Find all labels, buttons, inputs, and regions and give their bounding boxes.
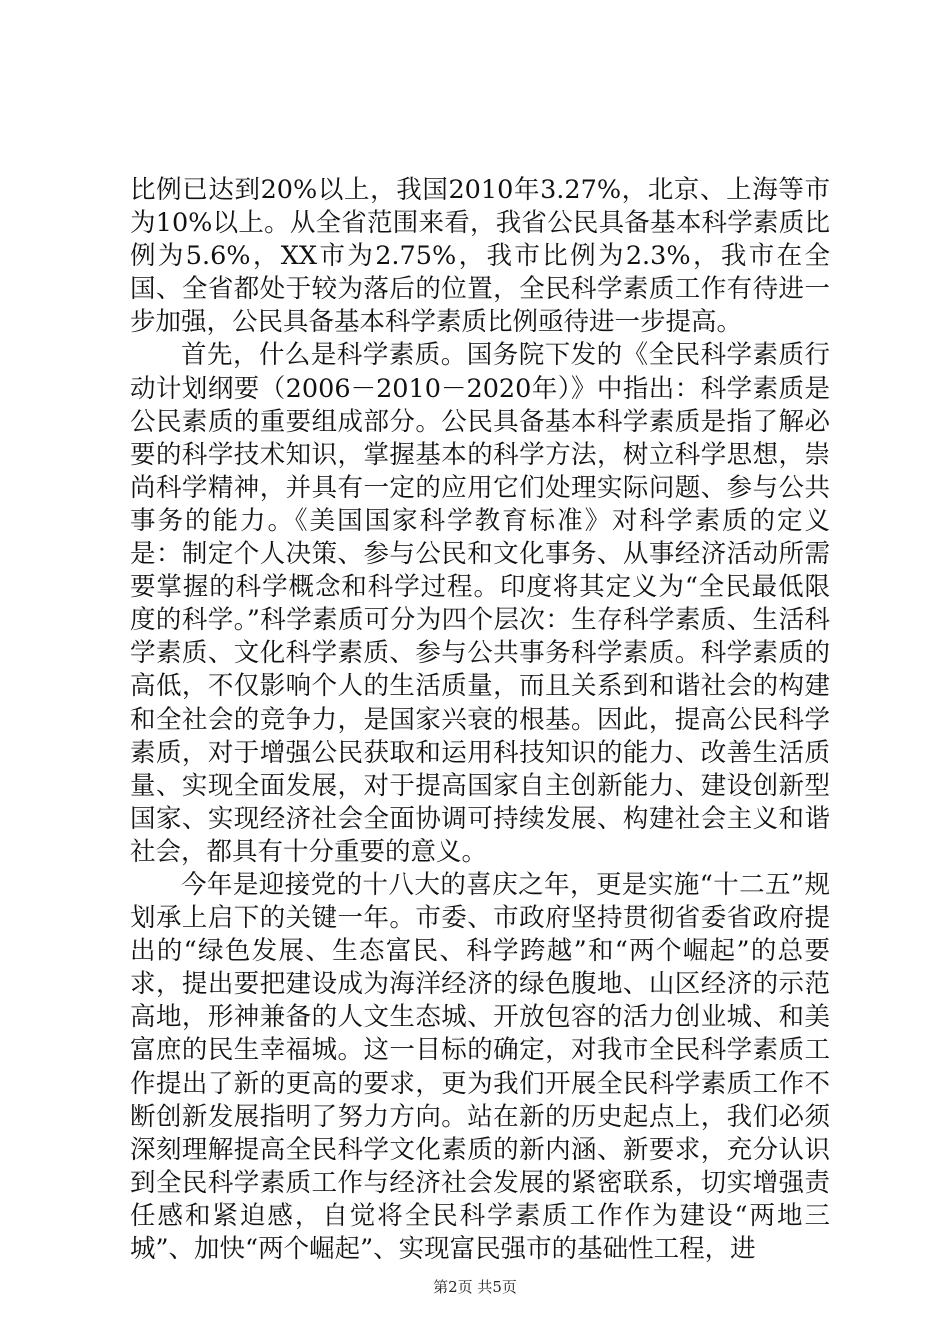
paragraph-goals: 今年是迎接党的十八大的喜庆之年，更是实施“十二五”规划承上启下的关键一年。市委、市政府坚持贯彻省委省政府提出的“绿色发展、生态富民、科学跨越”和“两个崛起”的总要求，提出要把建设成为海洋经济的绿色腹地、山区经济的示范高地，形神兼备的人文生态城、开放包容的活力创业城、和美富庶的民生幸福城。这一目标的确定，对我市全民科学素质工作提出了新的更高的要求，更为我们开展全民科学素质工作不断创新发展指明了努力方向。站在新的历史起点上，我们必须深刻理解提高全民科学文化素质的新内涵、新要求，充分认识到全民科学素质工作与经济社会发展的紧密联系，切实增强责任感和紧迫感，自觉将全民科学素质工作作为建设“两地三城”、加快“两个崛起”、实现富民强市的基础性工程，进 <box>130 869 830 1264</box>
paragraph-statistics: 比例已达到20%以上，我国2010年3.27%，北京、上海等市为10%以上。从全省范围来看，我省公民具备基本科学素质比例为5.6%，XX市为2.75%，我市比例为2.3%，我市在全国、全省都处于较为落后的位置，全民科学素质工作有待进一步加强，公民具备基本科学素质比例亟待进一步提高。 <box>130 175 830 338</box>
paragraph-definition: 首先，什么是科学素质。国务院下发的《全民科学素质行动计划纲要（2006－2010－2020年）》中指出：科学素质是公民素质的重要组成部分。公民具备基本科学素质是指了解必要的科学技术知识，掌握基本的科学方法，树立科学思想，崇尚科学精神，并具有一定的应用它们处理实际问题、参与公共事务的能力。《美国国家科学教育标准》对科学素质的定义是：制定个人决策、参与公民和文化事务、从事经济活动所需要掌握的科学概念和科学过程。印度将其定义为“全民最低限度的科学。”科学素质可分为四个层次：生存科学素质、生活科学素质、文化科学素质、参与公共事务科学素质。科学素质的高低，不仅影响个人的生活质量，而且关系到和谐社会的构建和全社会的竞争力，是国家兴衰的根基。因此，提高公民科学素质，对于增强公民获取和运用科技知识的能力、改善生活质量、实现全面发展，对于提高国家自主创新能力、建设创新型国家、实现经济社会全面协调可持续发展、构建社会主义和谐社会，都具有十分重要的意义。 <box>130 340 830 867</box>
page-footer: 第2页 共5页 <box>433 1278 517 1296</box>
document-body <box>130 174 830 1266</box>
